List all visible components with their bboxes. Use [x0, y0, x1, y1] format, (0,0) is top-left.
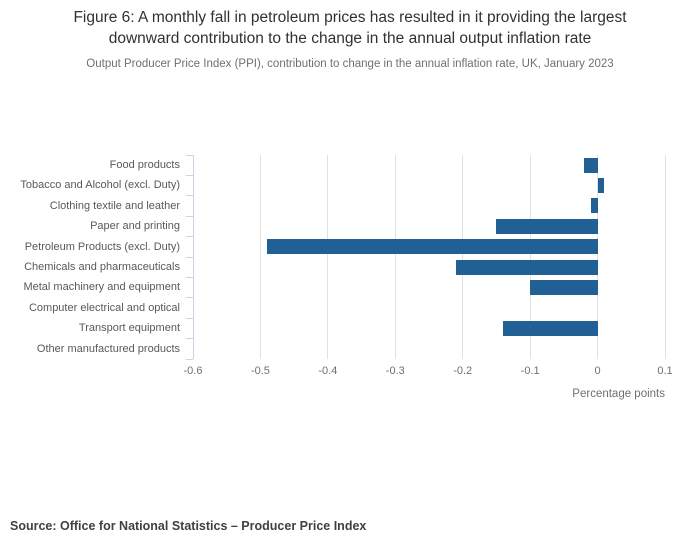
gridline: [260, 155, 261, 359]
bar: [456, 260, 598, 275]
figure-subtitle: Output Producer Price Index (PPI), contribution to change in the annual inflation rate, UK, January 2023: [86, 58, 614, 70]
x-tick-label: -0.5: [250, 365, 270, 377]
x-axis-label: Percentage points: [572, 388, 665, 400]
y-axis-tick: [186, 195, 193, 196]
y-axis-tick: [186, 216, 193, 217]
y-axis-tick: [186, 236, 193, 237]
y-axis-tick: [186, 318, 193, 319]
y-axis-tick: [186, 359, 193, 360]
source-text: Source: Office for National Statistics – Producer Price Index: [10, 519, 367, 533]
bar: [496, 219, 597, 234]
x-tick-label: -0.4: [318, 365, 338, 377]
figure-title: Figure 6: A monthly fall in petroleum prices has resulted in it providing the largest downward contribution to the change in the annual output inflation rate: [73, 9, 627, 47]
y-axis-tick: [186, 175, 193, 176]
category-label: Other manufactured products: [36, 342, 180, 355]
bar: [591, 198, 598, 213]
category-label: Tobacco and Alcohol (excl. Duty): [20, 179, 180, 192]
y-axis-tick: [186, 338, 193, 339]
x-tick-label: -0.3: [385, 365, 405, 377]
category-label: Transport equipment: [78, 322, 180, 335]
gridline: [327, 155, 328, 359]
bar-chart: [0, 155, 700, 409]
gridline: [665, 155, 666, 359]
gridline: [395, 155, 396, 359]
figure-header: [0, 7, 700, 70]
bar: [584, 158, 597, 173]
bar: [530, 280, 597, 295]
category-label: Computer electrical and optical: [28, 301, 180, 314]
x-tick-label: -0.6: [183, 365, 203, 377]
y-axis-tick: [186, 297, 193, 298]
x-tick-label: -0.2: [453, 365, 473, 377]
category-label: Clothing textile and leather: [49, 199, 180, 212]
x-tick-label: 0.1: [657, 365, 673, 377]
category-label: Metal machinery and equipment: [23, 281, 180, 294]
bar: [598, 178, 605, 193]
category-label: Petroleum Products (excl. Duty): [24, 240, 180, 253]
bar: [267, 239, 597, 254]
x-tick-label: 0: [594, 365, 601, 377]
y-axis-tick: [186, 257, 193, 258]
bar: [503, 321, 597, 336]
category-label: Paper and printing: [90, 220, 180, 233]
gridline: [462, 155, 463, 359]
y-axis-tick: [186, 155, 193, 156]
category-label: Food products: [109, 159, 180, 171]
category-label: Chemicals and pharmaceuticals: [24, 261, 180, 273]
x-tick-label: -0.1: [520, 365, 540, 377]
y-axis-tick: [186, 277, 193, 278]
